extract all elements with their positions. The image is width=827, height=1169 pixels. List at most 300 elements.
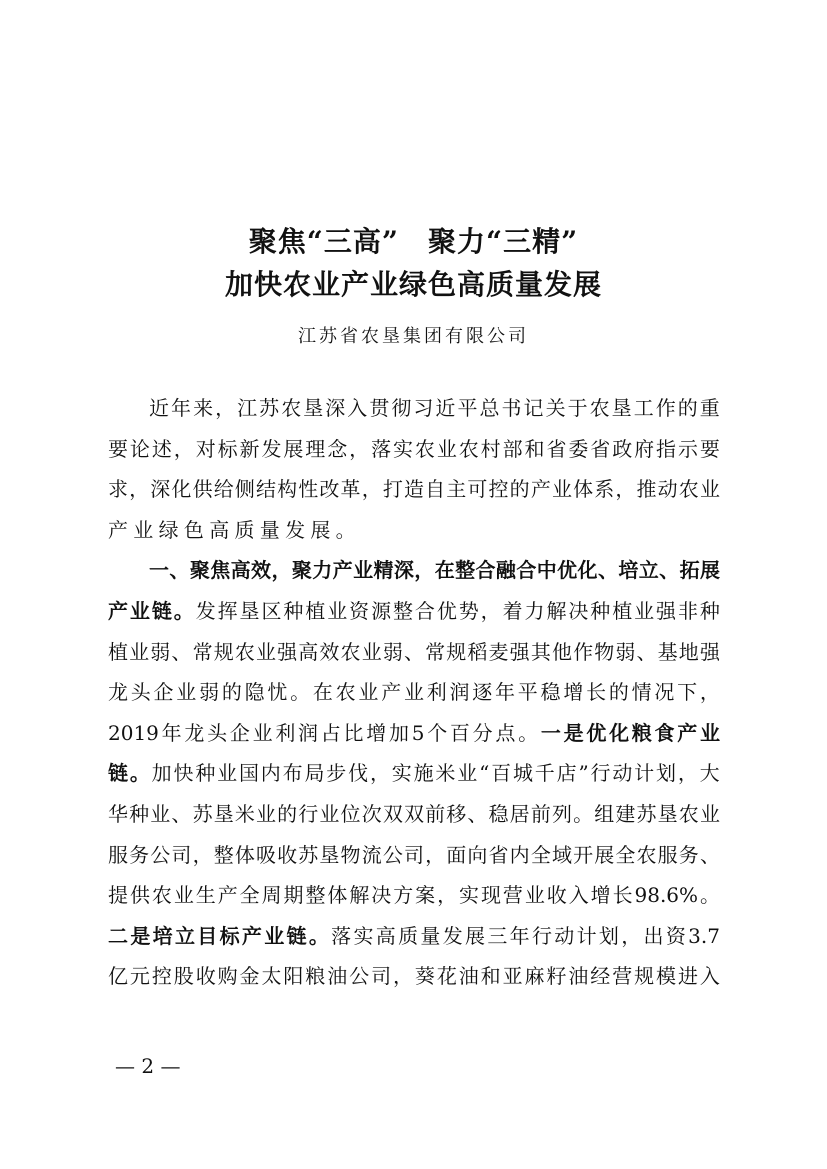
text-glyph: 计: [576, 923, 597, 948]
text-glyph: 可: [467, 477, 488, 502]
text-glyph: 金: [239, 964, 260, 989]
text-glyph: 质: [398, 923, 419, 948]
text-glyph: 弱: [615, 639, 636, 664]
text-glyph: 主: [446, 477, 467, 502]
text-glyph: 侧: [234, 477, 255, 502]
text-glyph: 内: [260, 761, 281, 786]
text-glyph: 苏: [192, 802, 213, 826]
text-glyph: 种: [283, 599, 304, 623]
text-glyph: 、: [699, 842, 720, 867]
text-glyph: ，: [414, 558, 435, 583]
text-glyph: 实: [392, 436, 413, 461]
text-glyph: 一: [149, 558, 169, 583]
text-glyph: 居: [509, 802, 530, 826]
text-glyph: 立: [638, 558, 659, 583]
text-glyph: 长: [612, 883, 633, 908]
text-glyph: 业: [403, 680, 424, 705]
text-glyph: 稻: [467, 639, 488, 664]
text-glyph: 强: [277, 639, 298, 664]
text-glyph: 动: [657, 477, 678, 502]
text-glyph: 逐: [472, 680, 493, 705]
text-glyph: 记: [523, 396, 544, 420]
text-glyph: 聚: [189, 558, 210, 583]
text-glyph: 双: [403, 802, 424, 826]
text-glyph: 农: [678, 477, 699, 502]
text-glyph: 产: [108, 517, 128, 542]
text-glyph: 种: [195, 761, 216, 786]
text-glyph: 质: [234, 517, 255, 542]
text-glyph: 培: [618, 558, 639, 583]
text-glyph: 业: [700, 720, 720, 745]
text-glyph: 论: [129, 436, 150, 461]
text-glyph: 企: [153, 680, 174, 705]
body-line: [108, 921, 720, 951]
text-glyph: ，: [677, 761, 698, 786]
body-line: [108, 961, 720, 991]
text-glyph: 油: [458, 964, 479, 989]
text-glyph: 着: [502, 599, 523, 623]
text-glyph: 苏: [636, 802, 657, 826]
text-glyph: 给: [213, 477, 234, 502]
text-glyph: 建: [615, 802, 636, 826]
text-glyph: 业: [173, 883, 194, 908]
text-glyph: 业: [524, 883, 545, 908]
text-glyph: 增: [563, 680, 584, 705]
text-glyph: 动: [554, 923, 575, 948]
text-glyph: 方: [393, 883, 414, 908]
text-glyph: 业: [634, 599, 655, 623]
text-glyph: 花: [436, 964, 457, 989]
text-glyph: 种: [590, 599, 611, 623]
text-glyph: 合: [414, 599, 435, 623]
text-glyph: 决: [568, 599, 589, 623]
text-glyph: 和: [524, 436, 545, 461]
text-glyph: 发: [261, 436, 282, 461]
body-line: [108, 799, 720, 829]
text-glyph: 隐: [244, 680, 265, 705]
text-glyph: 城: [512, 761, 533, 786]
text-glyph: 油: [327, 964, 348, 989]
text-glyph: 华: [108, 802, 128, 826]
body-line: [108, 758, 720, 788]
text-glyph: 2019: [108, 720, 159, 745]
text-glyph: 入: [699, 964, 720, 989]
text-glyph: 苏: [259, 396, 280, 420]
text-glyph: 润: [449, 680, 470, 705]
text-glyph: 案: [415, 883, 436, 908]
text-glyph: 5: [411, 720, 425, 745]
text-glyph: 次: [361, 802, 382, 826]
text-glyph: 深: [150, 477, 171, 502]
text-glyph: 化: [609, 720, 630, 745]
text-glyph: 业: [133, 517, 154, 542]
text-glyph: 地: [678, 639, 699, 664]
text-glyph: 挥: [217, 599, 238, 623]
text-glyph: 公: [382, 842, 403, 867]
text-glyph: 基: [657, 639, 678, 664]
text-glyph: 结: [255, 477, 276, 502]
text-glyph: 的: [677, 396, 698, 420]
text-glyph: 业: [129, 599, 150, 623]
text-glyph: 入: [568, 883, 589, 908]
text-glyph: 国: [238, 761, 259, 786]
text-glyph: ”: [578, 761, 589, 786]
text-glyph: 业: [255, 639, 276, 664]
text-glyph: 强: [656, 599, 677, 623]
text-glyph: 润: [298, 720, 319, 745]
text-glyph: 业: [327, 599, 348, 623]
text-glyph: 性: [298, 477, 319, 502]
text-glyph: 产: [217, 883, 238, 908]
text-glyph: 解: [546, 599, 567, 623]
text-glyph: ，: [437, 883, 458, 908]
text-glyph: 强: [699, 639, 720, 664]
text-glyph: 二: [108, 923, 128, 948]
text-glyph: 进: [677, 964, 698, 989]
text-glyph: 业: [358, 680, 379, 705]
text-glyph: 全: [530, 842, 551, 867]
text-glyph: 太: [261, 964, 282, 989]
text-glyph: 元: [129, 964, 150, 989]
text-glyph: 农: [589, 396, 610, 420]
text-glyph: 模: [656, 964, 677, 989]
text-glyph: 常: [425, 639, 446, 664]
text-glyph: 利: [275, 720, 296, 745]
text-glyph: 双: [382, 802, 403, 826]
text-glyph: 计: [634, 761, 655, 786]
text-glyph: 农: [335, 680, 356, 705]
text-glyph: 麦: [488, 639, 509, 664]
document-author: 江苏省农垦集团有限公司: [298, 326, 529, 347]
text-glyph: 局: [304, 761, 325, 786]
text-glyph: 。: [290, 680, 311, 705]
text-glyph: 化: [171, 477, 192, 502]
text-glyph: 在: [434, 558, 455, 583]
text-glyph: ，: [361, 477, 382, 502]
text-glyph: 出: [643, 923, 664, 948]
text-glyph: 解: [349, 883, 370, 908]
text-glyph: 对: [195, 436, 216, 461]
text-glyph: 生: [195, 883, 216, 908]
text-glyph: 施: [413, 761, 434, 786]
text-glyph: 资: [665, 923, 686, 948]
text-glyph: 产: [677, 720, 698, 745]
text-glyph: 吸: [255, 842, 276, 867]
text-glyph: 公: [349, 964, 370, 989]
body-line: [108, 718, 720, 748]
text-glyph: 培: [152, 923, 173, 948]
text-glyph: 源: [371, 599, 392, 623]
text-glyph: 流: [361, 842, 382, 867]
text-glyph: ，: [392, 964, 413, 989]
text-glyph: 植: [108, 639, 128, 664]
text-glyph: 系: [594, 477, 615, 502]
text-glyph: 链: [151, 599, 172, 623]
text-glyph: 年: [509, 923, 530, 948]
text-glyph: 列: [551, 802, 572, 826]
text-glyph: 产: [530, 477, 551, 502]
text-glyph: 业: [699, 802, 720, 826]
body-line: [108, 880, 720, 910]
text-glyph: 展: [465, 923, 485, 948]
body-line: [108, 474, 720, 504]
text-glyph: 服: [108, 842, 128, 867]
text-glyph: 个: [427, 720, 448, 745]
text-glyph: 提: [108, 883, 128, 908]
text-glyph: 籽: [546, 964, 567, 989]
text-glyph: 强: [509, 639, 530, 664]
text-glyph: 现: [480, 883, 501, 908]
text-glyph: 贯: [369, 396, 390, 420]
text-glyph: 彻: [391, 396, 412, 420]
text-glyph: 、: [659, 558, 680, 583]
text-glyph: 展: [699, 558, 720, 583]
text-glyph: 展: [310, 517, 331, 542]
text-glyph: 业: [699, 477, 720, 502]
text-glyph: 势: [458, 599, 479, 623]
body-line: [149, 555, 720, 585]
text-glyph: 长: [586, 680, 607, 705]
text-glyph: 供: [129, 883, 150, 908]
text-glyph: 务: [678, 842, 699, 867]
text-glyph: 展: [283, 436, 304, 461]
text-glyph: 政: [612, 436, 633, 461]
text-glyph: 内: [509, 842, 530, 867]
text-glyph: 色: [183, 517, 204, 542]
page-number: — 2 —: [115, 1054, 181, 1078]
text-glyph: 业: [361, 639, 382, 664]
text-glyph: 农: [340, 639, 361, 664]
text-glyph: 农: [281, 396, 302, 420]
text-glyph: 粮: [305, 964, 326, 989]
text-glyph: 控: [488, 477, 509, 502]
body-line: [149, 393, 720, 423]
text-glyph: 开: [573, 842, 594, 867]
text-glyph: 部: [502, 436, 523, 461]
text-glyph: 年: [495, 680, 516, 705]
text-glyph: 关: [545, 396, 566, 420]
text-glyph: 高: [209, 517, 230, 542]
text-glyph: 要: [699, 436, 720, 461]
text-glyph: 麻: [524, 964, 545, 989]
text-glyph: 江: [237, 396, 258, 420]
text-glyph: 亿: [108, 964, 128, 989]
text-glyph: 年: [161, 720, 182, 745]
text-glyph: 亚: [502, 964, 523, 989]
text-glyph: 控: [151, 964, 172, 989]
text-glyph: 98.6%: [634, 883, 699, 908]
body-line: [108, 596, 720, 626]
text-glyph: 目: [197, 923, 218, 948]
text-glyph: 习: [413, 396, 434, 420]
text-glyph: 业: [217, 761, 238, 786]
text-glyph: 工: [633, 396, 654, 420]
text-glyph: 深: [393, 558, 414, 583]
text-glyph: 产: [108, 599, 128, 623]
text-glyph: 优: [436, 599, 457, 623]
text-glyph: 精: [373, 558, 394, 583]
text-glyph: 粮: [631, 720, 652, 745]
text-glyph: ，: [215, 396, 236, 420]
text-glyph: 业: [176, 680, 197, 705]
body-line: [108, 434, 720, 464]
text-glyph: 造: [403, 477, 424, 502]
text-glyph: 落: [371, 436, 392, 461]
text-glyph: 高: [230, 558, 251, 583]
text-glyph: 垦: [611, 396, 632, 420]
text-glyph: 他: [551, 639, 572, 664]
text-glyph: 整: [305, 883, 326, 908]
text-glyph: 整: [213, 842, 234, 867]
text-glyph: 农: [636, 842, 657, 867]
text-glyph: 域: [551, 842, 572, 867]
text-glyph: 、: [597, 558, 618, 583]
text-glyph: 点: [495, 720, 516, 745]
text-glyph: 。: [335, 517, 356, 542]
text-glyph: 葵: [414, 964, 435, 989]
text-glyph: 前: [530, 802, 551, 826]
text-glyph: 村: [480, 436, 501, 461]
text-glyph: 年: [171, 396, 192, 420]
text-glyph: 力: [524, 599, 545, 623]
text-glyph: 业: [129, 639, 150, 664]
text-glyph: 聚: [291, 558, 312, 583]
text-glyph: ，: [621, 923, 642, 948]
text-glyph: 弱: [382, 639, 403, 664]
text-glyph: 增: [366, 720, 387, 745]
text-glyph: 行: [590, 761, 611, 786]
text-glyph: 业: [255, 802, 276, 826]
text-glyph: 链: [286, 923, 307, 948]
text-glyph: 规: [446, 639, 467, 664]
text-glyph: 业: [252, 720, 273, 745]
text-glyph: 划: [598, 923, 619, 948]
text-glyph: 规: [634, 964, 655, 989]
text-glyph: 快: [173, 761, 194, 786]
text-glyph: 、: [636, 639, 657, 664]
text-glyph: 是: [563, 720, 584, 745]
text-glyph: 非: [677, 599, 698, 623]
text-glyph: 发: [442, 923, 463, 948]
text-glyph: 垦: [213, 802, 234, 826]
text-glyph: 经: [590, 964, 611, 989]
text-glyph: 行: [298, 802, 319, 826]
text-glyph: 平: [517, 680, 538, 705]
text-glyph: 。: [699, 883, 720, 908]
text-glyph: 稳: [540, 680, 561, 705]
text-glyph: 组: [594, 802, 615, 826]
text-glyph: 产: [381, 680, 402, 705]
text-glyph: 量: [259, 517, 280, 542]
text-glyph: 增: [590, 883, 611, 908]
text-glyph: 三: [487, 923, 508, 948]
text-glyph: 和: [480, 964, 501, 989]
text-glyph: 头: [130, 680, 151, 705]
text-glyph: 全: [239, 883, 260, 908]
text-glyph: 合: [475, 558, 496, 583]
text-glyph: 体: [234, 842, 255, 867]
text-glyph: 来: [193, 396, 214, 420]
text-glyph: 优: [586, 720, 607, 745]
text-glyph: 动: [612, 761, 633, 786]
document-title-line-1: 聚焦“三高” 聚力“三精”: [248, 225, 579, 258]
text-glyph: 。: [518, 720, 539, 745]
text-glyph: 营: [502, 883, 523, 908]
text-glyph: 大: [699, 761, 720, 786]
text-glyph: 农: [234, 639, 255, 664]
text-glyph: 其: [530, 639, 551, 664]
text-glyph: 业: [150, 802, 171, 826]
text-glyph: 产: [241, 923, 262, 948]
text-glyph: 链: [108, 761, 128, 786]
text-glyph: 决: [371, 883, 392, 908]
text-glyph: 公: [150, 842, 171, 867]
text-glyph: 。: [173, 599, 194, 623]
text-glyph: 的: [509, 477, 530, 502]
document-title-line-2: 加快农业产业绿色高质量发展: [224, 268, 602, 301]
text-glyph: 。: [573, 802, 594, 826]
text-glyph: 业: [353, 558, 374, 583]
text-glyph: 打: [382, 477, 403, 502]
text-glyph: 产: [332, 558, 353, 583]
text-glyph: 构: [277, 477, 298, 502]
text-glyph: 种: [699, 599, 720, 623]
text-glyph: 业: [457, 761, 478, 786]
text-glyph: 资: [349, 599, 370, 623]
text-glyph: 全: [615, 842, 636, 867]
text-glyph: 改: [319, 477, 340, 502]
text-glyph: 求: [108, 477, 128, 502]
text-glyph: 的: [221, 680, 242, 705]
text-glyph: 米: [435, 761, 456, 786]
text-glyph: 移: [446, 802, 467, 826]
text-glyph: 头: [207, 720, 228, 745]
text-glyph: ，: [369, 761, 390, 786]
text-glyph: 作: [655, 396, 676, 420]
text-glyph: 加: [151, 761, 172, 786]
text-glyph: 业: [436, 436, 457, 461]
text-glyph: 区: [261, 599, 282, 623]
text-glyph: 况: [654, 680, 675, 705]
text-glyph: 忧: [267, 680, 288, 705]
text-glyph: 司: [371, 964, 392, 989]
text-glyph: 情: [631, 680, 652, 705]
text-glyph: 3.7: [688, 923, 720, 948]
text-glyph: 省: [546, 436, 567, 461]
text-glyph: 面: [446, 842, 467, 867]
text-glyph: 比: [343, 720, 364, 745]
text-glyph: 省: [590, 436, 611, 461]
text-glyph: 。: [129, 761, 150, 786]
text-glyph: 布: [282, 761, 303, 786]
text-glyph: 省: [488, 842, 509, 867]
text-glyph: 股: [173, 964, 194, 989]
text-glyph: 要: [108, 436, 128, 461]
body-line: [108, 840, 720, 870]
text-glyph: 司: [171, 842, 192, 867]
text-glyph: 垦: [319, 842, 340, 867]
text-glyph: 自: [425, 477, 446, 502]
text-glyph: 落: [331, 923, 352, 948]
text-glyph: 、: [403, 639, 424, 664]
text-glyph: “: [479, 761, 490, 786]
text-glyph: 垦: [239, 599, 260, 623]
text-glyph: 整: [392, 599, 413, 623]
text-glyph: 步: [326, 761, 347, 786]
text-glyph: 、: [169, 558, 190, 583]
text-glyph: 加: [388, 720, 409, 745]
text-glyph: ，: [349, 436, 370, 461]
